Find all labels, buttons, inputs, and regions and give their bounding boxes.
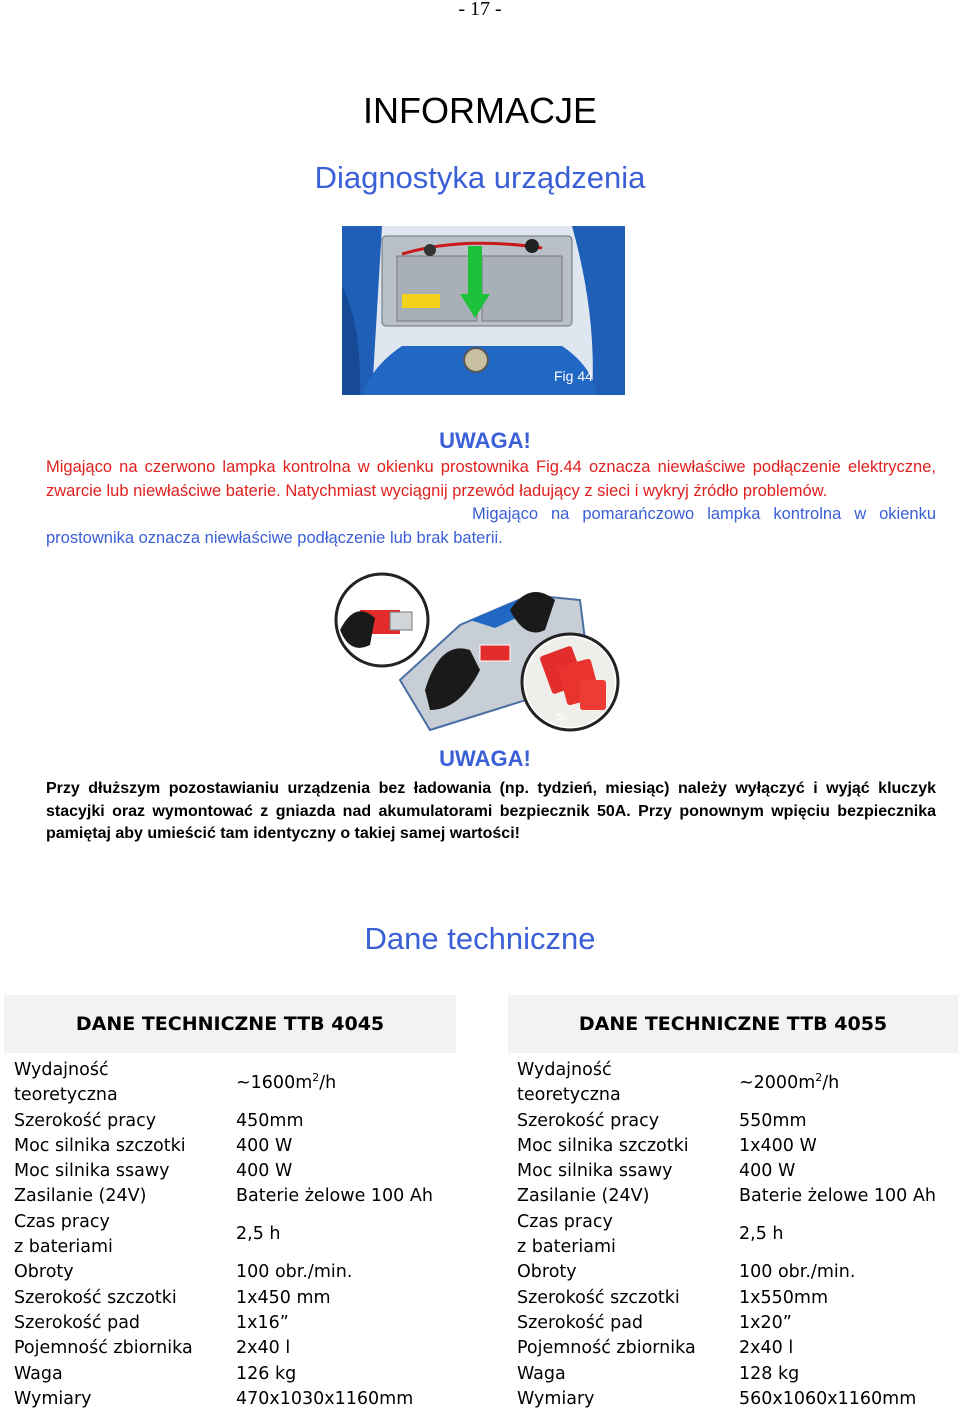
spec-row	[517, 1159, 960, 1184]
spec-value-unit: /h	[822, 1072, 840, 1093]
spec-value: 1x550mm	[739, 1287, 828, 1308]
spec-row	[14, 1210, 464, 1261]
warning-text-red: Migająco na czerwono lampka kontrolna w okienku prostownika Fig.44 oznacza niewłaściwe podłączenie elektryczne, zwarcie lub niewłaściwe baterie. Natychmiast wyciągnij przewód ładujący z sieci i wykryj źródło problemów.	[46, 458, 936, 500]
spec-value-unit: /h	[319, 1072, 337, 1093]
spec-value: 1x400 W	[739, 1135, 817, 1156]
spec-label: Czas pracy z bateriami	[517, 1211, 616, 1258]
spec-value: 128 kg	[739, 1363, 800, 1384]
page-number: - 17 -	[458, 0, 502, 20]
spec-label: Moc silnika szczotki	[517, 1135, 689, 1156]
spec-label: Szerokość pracy	[14, 1110, 157, 1131]
figure-label: Fig 44	[554, 368, 593, 384]
spec-row	[517, 1134, 960, 1159]
spec-value: 2,5 h	[739, 1224, 784, 1245]
fuse-illustration	[330, 570, 630, 735]
spec-value: Baterie żelowe 100 Ah	[739, 1186, 936, 1207]
spec-row	[517, 1260, 960, 1285]
spec-value: 560x1060x1160mm	[739, 1388, 917, 1409]
spec-row	[14, 1159, 464, 1184]
warning-title-1: UWAGA!	[439, 428, 531, 453]
fuse-figure	[330, 570, 630, 730]
fuse-value-label: 50	[556, 712, 568, 723]
spec-value: 400 W	[236, 1135, 293, 1156]
spec-row	[14, 1058, 464, 1109]
spec-row	[14, 1184, 464, 1209]
spec-value-main: ~2000m	[739, 1072, 816, 1093]
spec-row	[517, 1387, 960, 1412]
spec-row	[14, 1109, 464, 1134]
spec-row	[14, 1260, 464, 1285]
spec-label: Szerokość pracy	[517, 1110, 660, 1131]
spec-row	[517, 1336, 960, 1361]
spec-row	[14, 1362, 464, 1387]
spec-label: Pojemność zbiornika	[14, 1338, 193, 1359]
spec-value: 450mm	[236, 1110, 304, 1131]
spec-label: Szerokość pad	[517, 1312, 644, 1333]
spec-row	[517, 1058, 960, 1109]
spec-value-superscript: 2	[312, 1070, 320, 1084]
spec-label: Moc silnika ssawy	[14, 1161, 170, 1182]
spec-value: 470x1030x1160mm	[236, 1388, 414, 1409]
spec-row	[14, 1311, 464, 1336]
warning-title-2: UWAGA!	[439, 746, 531, 771]
warning-text-2: Przy dłuższym pozostawianiu urządzenia bez ładowania (np. tydzień, miesiąc) należy wyłączyć i wyjąć kluczyk stacyjki oraz wymontować z gniazda nad akumulatorami bezpiecznik 50A. Przy ponownym wpięciu bezpiecznika pamiętaj aby umieścić tam identyczny o takiej samej wartości!	[46, 780, 936, 842]
spec-label: Moc silnika szczotki	[14, 1135, 186, 1156]
table-header-ttb4045	[4, 995, 456, 1053]
spec-value: 100 obr./min.	[236, 1262, 353, 1283]
spec-label: Zasilanie (24V)	[517, 1186, 650, 1207]
spec-label: Szerokość szczotki	[14, 1287, 177, 1308]
spec-value: 1x16”	[236, 1312, 289, 1333]
spec-label: Moc silnika ssawy	[517, 1161, 673, 1182]
spec-row	[517, 1311, 960, 1336]
spec-value: 100 obr./min.	[739, 1262, 856, 1283]
charger-illustration	[342, 226, 625, 395]
tech-data-title: Dane techniczne	[364, 921, 596, 956]
spec-value	[739, 1071, 960, 1096]
spec-table-ttb4045	[14, 1058, 464, 1412]
spec-value: 126 kg	[236, 1363, 297, 1384]
spec-label: Obroty	[14, 1262, 74, 1283]
spec-table-ttb4055	[517, 1058, 960, 1412]
warning-sticker	[402, 294, 440, 308]
spec-label: Szerokość szczotki	[517, 1287, 680, 1308]
spec-value: 1x450 mm	[236, 1287, 331, 1308]
spec-row	[14, 1336, 464, 1361]
spec-label: Pojemność zbiornika	[517, 1338, 696, 1359]
table-header-label: DANE TECHNICZNE TTB 4055	[578, 1013, 888, 1035]
spec-row	[517, 1362, 960, 1387]
spec-label: Obroty	[517, 1262, 577, 1283]
spec-value: 2x40 l	[739, 1338, 794, 1359]
spec-label: Wydajność teoretyczna	[517, 1060, 621, 1106]
spec-label: Wymiary	[517, 1388, 595, 1409]
spec-label: Szerokość pad	[14, 1312, 141, 1333]
spec-row	[14, 1286, 464, 1311]
spec-value: 2x40 l	[236, 1338, 291, 1359]
spec-value: 400 W	[236, 1161, 293, 1182]
spec-value: 550mm	[739, 1110, 807, 1131]
spec-value	[236, 1071, 464, 1096]
spec-value: 400 W	[739, 1161, 796, 1182]
warning-text-blue: Migająco na pomarańczowo lampka kontrolna w okienku prostownika oznacza niewłaściwe podłączenie lub brak baterii.	[46, 505, 936, 547]
table-header-ttb4055	[508, 995, 958, 1053]
spec-row	[14, 1134, 464, 1159]
spec-row	[517, 1184, 960, 1209]
spec-label: Zasilanie (24V)	[14, 1186, 147, 1207]
spec-value: 1x20”	[739, 1312, 792, 1333]
spec-value-main: ~1600m	[236, 1072, 313, 1093]
spec-label: Wydajność teoretyczna	[14, 1060, 118, 1106]
charger-figure	[342, 226, 625, 395]
spec-row	[517, 1109, 960, 1134]
spec-row	[517, 1210, 960, 1261]
spec-label: Waga	[517, 1363, 566, 1384]
page-title: INFORMACJE	[363, 90, 597, 131]
spec-value-superscript: 2	[815, 1070, 823, 1084]
spec-value: 2,5 h	[236, 1224, 281, 1245]
spec-label: Waga	[14, 1363, 63, 1384]
spec-label: Wymiary	[14, 1388, 92, 1409]
spec-row	[14, 1387, 464, 1412]
table-header-label: DANE TECHNICZNE TTB 4045	[75, 1013, 385, 1035]
spec-value: Baterie żelowe 100 Ah	[236, 1186, 433, 1207]
spec-label: Czas pracy z bateriami	[14, 1211, 113, 1258]
diagnostics-title: Diagnostyka urządzenia	[314, 160, 646, 195]
spec-row	[517, 1286, 960, 1311]
